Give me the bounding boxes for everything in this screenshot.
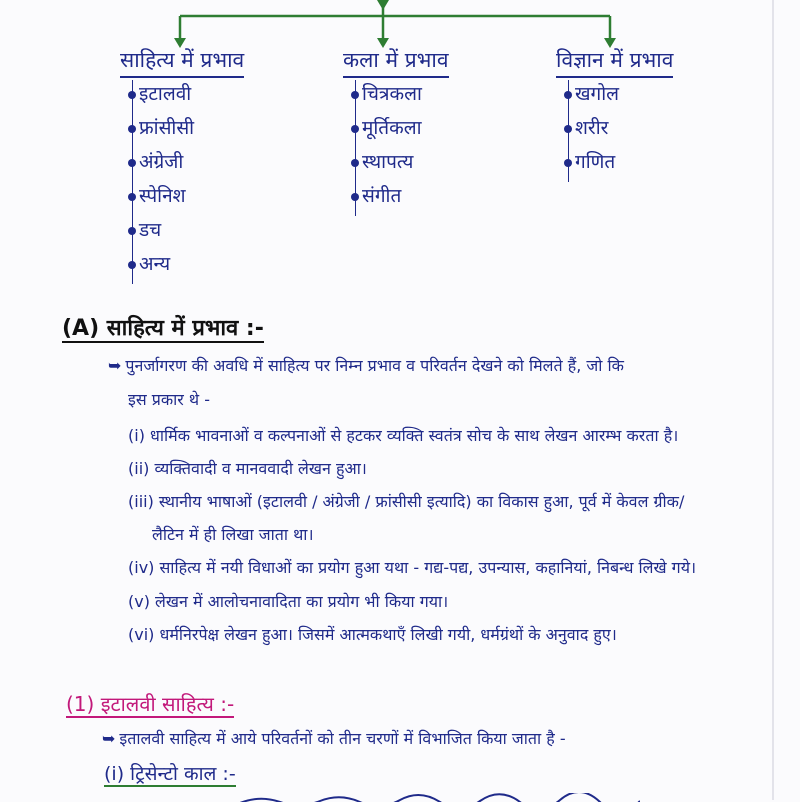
list-item: चित्रकला — [356, 80, 422, 114]
hand-arrow-icon: ➥ — [102, 729, 116, 748]
list-item: फ्रांसीसी — [133, 114, 194, 148]
point-v: (v) लेखन में आलोचनावादिता का प्रयोग भी किया गया। — [128, 592, 449, 611]
list-item: गणित — [569, 148, 619, 182]
point-i: (i) धार्मिक भावनाओं व कल्पनाओं से हटकर व्यक्ति स्वतंत्र सोच के साथ लेखन आरम्भ करता है। — [128, 426, 679, 445]
heading-literature-influence: साहित्य में प्रभाव — [120, 46, 244, 78]
list-item: स्पेनिश — [133, 182, 194, 216]
section-1-title — [66, 690, 234, 717]
heading-science-influence: विज्ञान में प्रभाव — [556, 46, 673, 78]
list-science — [568, 80, 619, 182]
list-art — [355, 80, 422, 216]
section-a-intro-1 — [108, 354, 624, 376]
list-item: डच — [133, 216, 194, 250]
list-item: स्थापत्य — [356, 148, 422, 182]
section-1-intro-text: इतालवी साहित्य में आये परिवर्तनों को तीन चरणों में विभाजित किया जाता है - — [119, 729, 566, 748]
cut-off-scribble — [240, 793, 640, 802]
section-a-intro-2: इस प्रकार थे - — [128, 390, 211, 409]
point-vi: (vi) धर्मनिरपेक्ष लेखन हुआ। जिसमें आत्मकथाएँ लिखी गयी, धर्मग्रंथों के अनुवाद हुए। — [128, 625, 617, 644]
list-item: खगोल — [569, 80, 619, 114]
point-ii: (ii) व्यक्तिवादी व मानववादी लेखन हुआ। — [128, 459, 367, 478]
arrow-head-top — [377, 0, 389, 10]
section-1-intro — [102, 727, 566, 749]
page-edge-line — [772, 0, 774, 800]
list-item: अन्य — [133, 250, 194, 284]
hand-arrow-icon: ➥ — [108, 356, 122, 375]
section-a-title — [62, 312, 264, 342]
point-iv: (iv) साहित्य में नयी विधाओं का प्रयोग हुआ यथा - गद्य-पद्य, उपन्यास, कहानियां, निबन्ध लिखे गये। — [128, 558, 697, 577]
section-a-title-text: (A) साहित्य में प्रभाव :- — [62, 316, 264, 341]
cut-off-line — [240, 790, 640, 802]
point-iii: (iii) स्थानीय भाषाओं (इटालवी / अंग्रेजी / फ्रांसीसी इत्यादि) का विकास हुआ, पूर्व में केवल ग्रीक/ — [128, 492, 685, 511]
list-item: अंग्रेजी — [133, 148, 194, 182]
point-iii-cont: लैटिन में ही लिखा जाता था। — [152, 525, 314, 544]
list-item: शरीर — [569, 114, 619, 148]
trecento-title — [104, 760, 236, 786]
intro-text-1: पुनर्जागरण की अवधि में साहित्य पर निम्न प्रभाव व परिवर्तन देखने को मिलते हैं, जो कि — [125, 356, 624, 375]
list-literature — [132, 80, 194, 284]
trecento-title-text: (i) ट्रिसेन्टो काल :- — [104, 763, 236, 785]
list-item: संगीत — [356, 182, 422, 216]
list-item: इटालवी — [133, 80, 194, 114]
section-1-title-text: (1) इटालवी साहित्य :- — [66, 692, 235, 716]
heading-art-influence: कला में प्रभाव — [343, 46, 449, 78]
list-item: मूर्तिकला — [356, 114, 422, 148]
